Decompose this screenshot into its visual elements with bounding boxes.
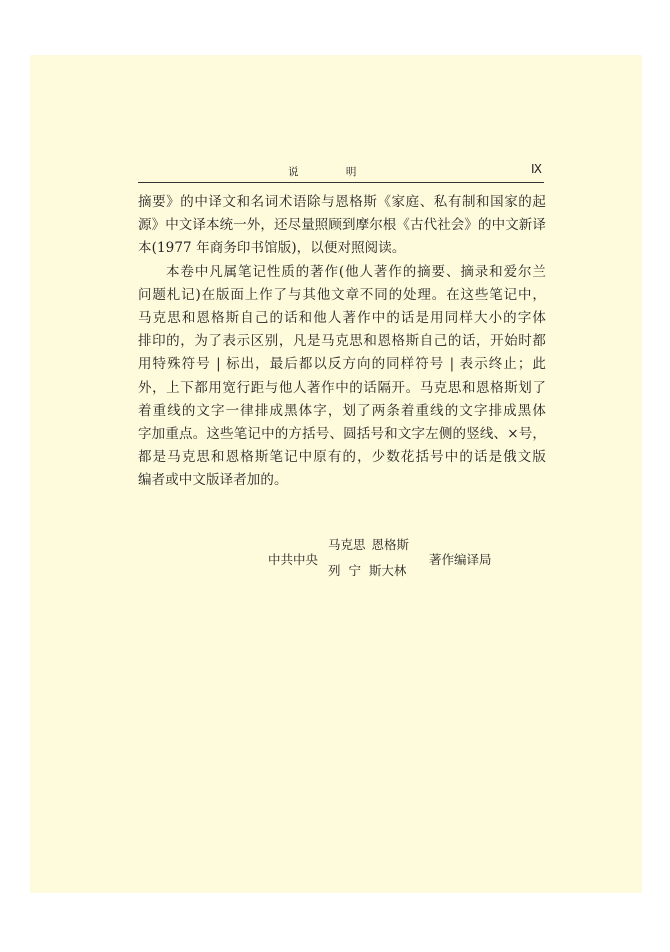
page <box>30 55 642 893</box>
text-line: 着重线的文字一律排成黑体字，划了两条着重线的文字排成黑体 <box>138 402 546 419</box>
paragraph <box>138 261 546 493</box>
text-line: 本卷中凡属笔记性质的著作(他人著作的摘要、摘录和爱尔兰 <box>166 263 546 280</box>
running-head <box>138 162 544 183</box>
text-line: 摘要》的中译文和名词术语除与恩格斯《家庭、私有制和国家的起 <box>138 194 546 210</box>
text-line: 字加重点。这些笔记中的方括号、圆括号和文字左侧的竖线、×号， <box>138 426 546 443</box>
text-line: 源》中文译本统一外，还尽量照顾到摩尔根《古代社会》的中文新译 <box>138 217 546 234</box>
body-text <box>138 191 546 493</box>
text-line: 问题札记)在版面上作了与其他文章不同的处理。在这些笔记中， <box>138 286 546 303</box>
signature-block <box>268 535 528 583</box>
page-number: Ⅸ <box>530 162 542 176</box>
signature-names-bottom: 列 宁 斯大林 <box>328 563 407 578</box>
header-title: 说 明 <box>288 166 379 178</box>
signature-names-top: 马克思 恩格斯 <box>328 537 409 552</box>
text-line: 编者或中文版译者加的。 <box>138 472 288 489</box>
text-line: 用特殊符号 | 标出，最后都以反方向的同样符号 | 表示终止；此 <box>138 356 546 373</box>
text-line: 本(1977 年商务印书馆版)，以便对照阅读。 <box>138 240 406 257</box>
text-line: 马克思和恩格斯自己的话和他人著作中的话是用同样大小的字体 <box>138 310 546 327</box>
signature-org: 中共中央 <box>268 552 319 567</box>
text-line: 都是马克思和恩格斯笔记中原有的，少数花括号中的话是俄文版 <box>138 449 546 466</box>
text-line: 排印的，为了表示区别，凡是马克思和恩格斯自己的话，开始时都 <box>138 333 546 350</box>
paragraph <box>138 191 546 261</box>
text-line: 外，上下都用宽行距与他人著作中的话隔开。马克思和恩格斯划了 <box>138 379 546 396</box>
signature-bureau: 著作编译局 <box>429 552 492 567</box>
